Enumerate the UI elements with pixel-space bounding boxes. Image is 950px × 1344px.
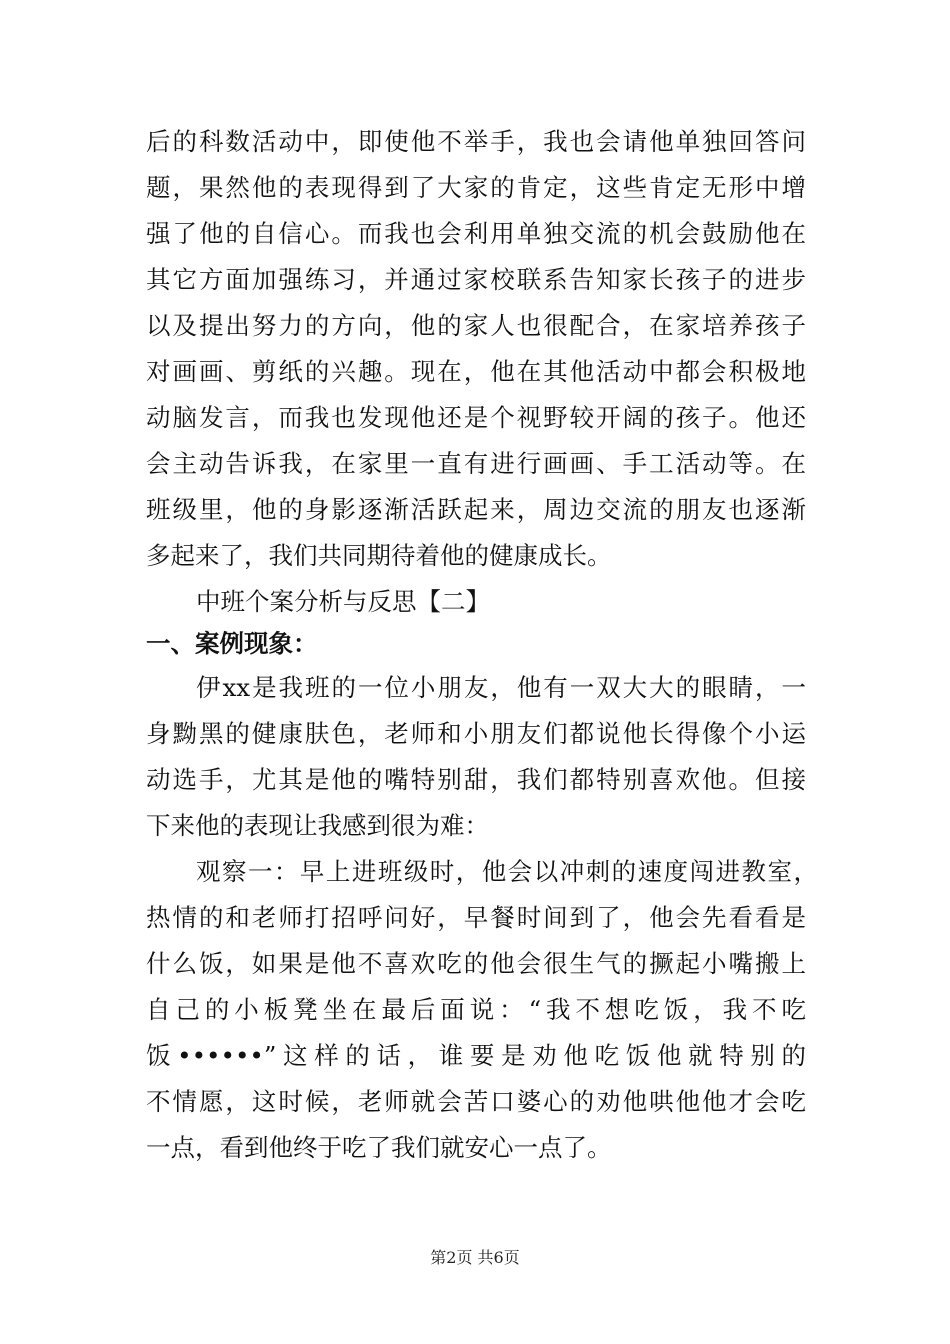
paragraph-line: 饭••••••”这样的话，谁要是劝他吃饭他就特别的: [146, 1041, 806, 1070]
paragraph-line: 会主动告诉我，在家里一直有进行画画、手工活动等。在: [146, 449, 806, 478]
heading-case-phenomenon: 一、案例现象：: [146, 629, 318, 658]
paragraph-line: 一点，看到他终于吃了我们就安心一点了。: [146, 1133, 612, 1162]
paragraph-line: 其它方面加强练习，并通过家校联系告知家长孩子的进步: [146, 265, 806, 294]
paragraph-line: 强了他的自信心。而我也会利用单独交流的机会鼓励他在: [146, 219, 806, 248]
paragraph-line: 什么饭，如果是他不喜欢吃的他会很生气的撅起小嘴搬上: [146, 949, 806, 978]
paragraph-line: 伊xx是我班的一位小朋友，他有一双大大的眼睛，一: [196, 673, 806, 702]
section-title: 中班个案分析与反思【二】: [196, 587, 490, 616]
paragraph-line: 不情愿，这时候，老师就会苦口婆心的劝他哄他他才会吃: [146, 1087, 806, 1116]
paragraph-line: 以及提出努力的方向，他的家人也很配合，在家培养孩子: [146, 311, 806, 340]
paragraph-line: 自己的小板凳坐在最后面说：“我不想吃饭，我不吃: [146, 995, 806, 1024]
paragraph-line: 动脑发言，而我也发现他还是个视野较开阔的孩子。他还: [146, 403, 806, 432]
paragraph-line: 热情的和老师打招呼问好，早餐时间到了，他会先看看是: [146, 903, 806, 932]
paragraph-line: 身黝黑的健康肤色，老师和小朋友们都说他长得像个小运: [146, 719, 806, 748]
paragraph-line: 后的科数活动中，即使他不举手，我也会请他单独回答问: [146, 127, 806, 156]
paragraph-line: 观察一：早上进班级时，他会以冲刺的速度闯进教室，: [196, 857, 818, 886]
paragraph-line: 动选手，尤其是他的嘴特别甜，我们都特别喜欢他。但接: [146, 765, 806, 794]
paragraph-line: 题，果然他的表现得到了大家的肯定，这些肯定无形中增: [146, 173, 806, 202]
paragraph-line: 对画画、剪纸的兴趣。现在，他在其他活动中都会积极地: [146, 357, 806, 386]
paragraph-line: 班级里，他的身影逐渐活跃起来，周边交流的朋友也逐渐: [146, 495, 806, 524]
paragraph-line: 多起来了，我们共同期待着他的健康成长。: [146, 541, 612, 570]
paragraph-line: 下来他的表现让我感到很为难：: [146, 811, 489, 840]
page-footer: 第2页 共6页: [430, 1248, 520, 1267]
